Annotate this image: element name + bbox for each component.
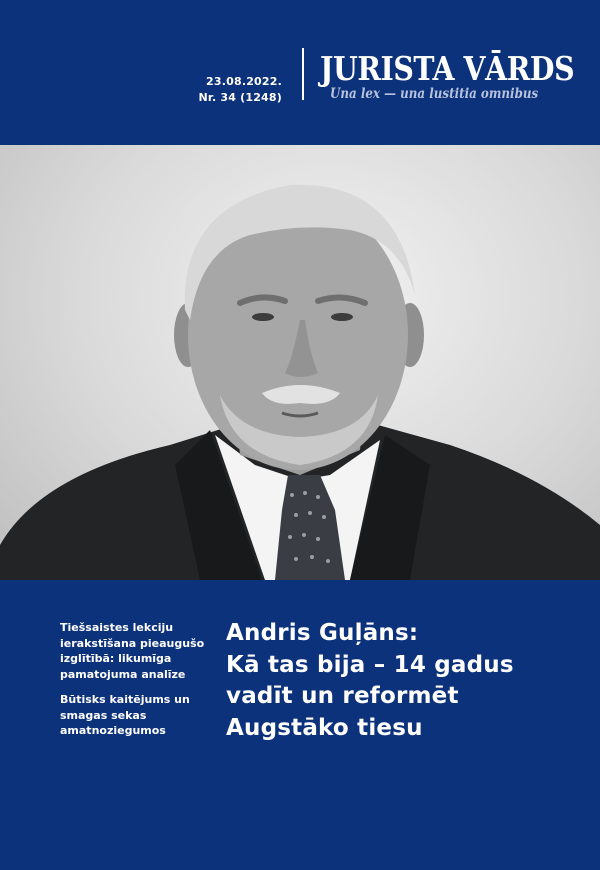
teaser-online-lectures: Tiešsaistes lekciju ierakstīšana pieaugušo izglītībā: likumīga pamatojuma analīze	[60, 621, 205, 681]
headline-line: Kā tas bija – 14 gadus	[226, 651, 514, 678]
headline-line: vadīt un reformēt	[226, 683, 459, 709]
issue-info	[199, 74, 282, 106]
issue-number: Nr. 34 (1248)	[198, 91, 282, 104]
teasers	[60, 620, 210, 749]
masthead-motto: Una lex — una lustitia omnibus	[330, 86, 539, 102]
portrait-illustration	[0, 145, 600, 580]
issue-date: 23.08.2022.	[206, 75, 282, 88]
headline-line: Augstāko tiesu	[226, 714, 423, 741]
headline-line: Andris Guļāns:	[226, 620, 419, 646]
masthead-title: JURISTA VĀRDS	[320, 49, 575, 88]
teaser-official-crimes: Būtisks kaitējums un smagas sekas amatnoziegumos	[60, 693, 190, 737]
cover-headline	[226, 618, 586, 744]
header-divider	[302, 48, 304, 100]
cover-header	[0, 0, 600, 145]
cover-portrait-photo	[0, 145, 600, 580]
